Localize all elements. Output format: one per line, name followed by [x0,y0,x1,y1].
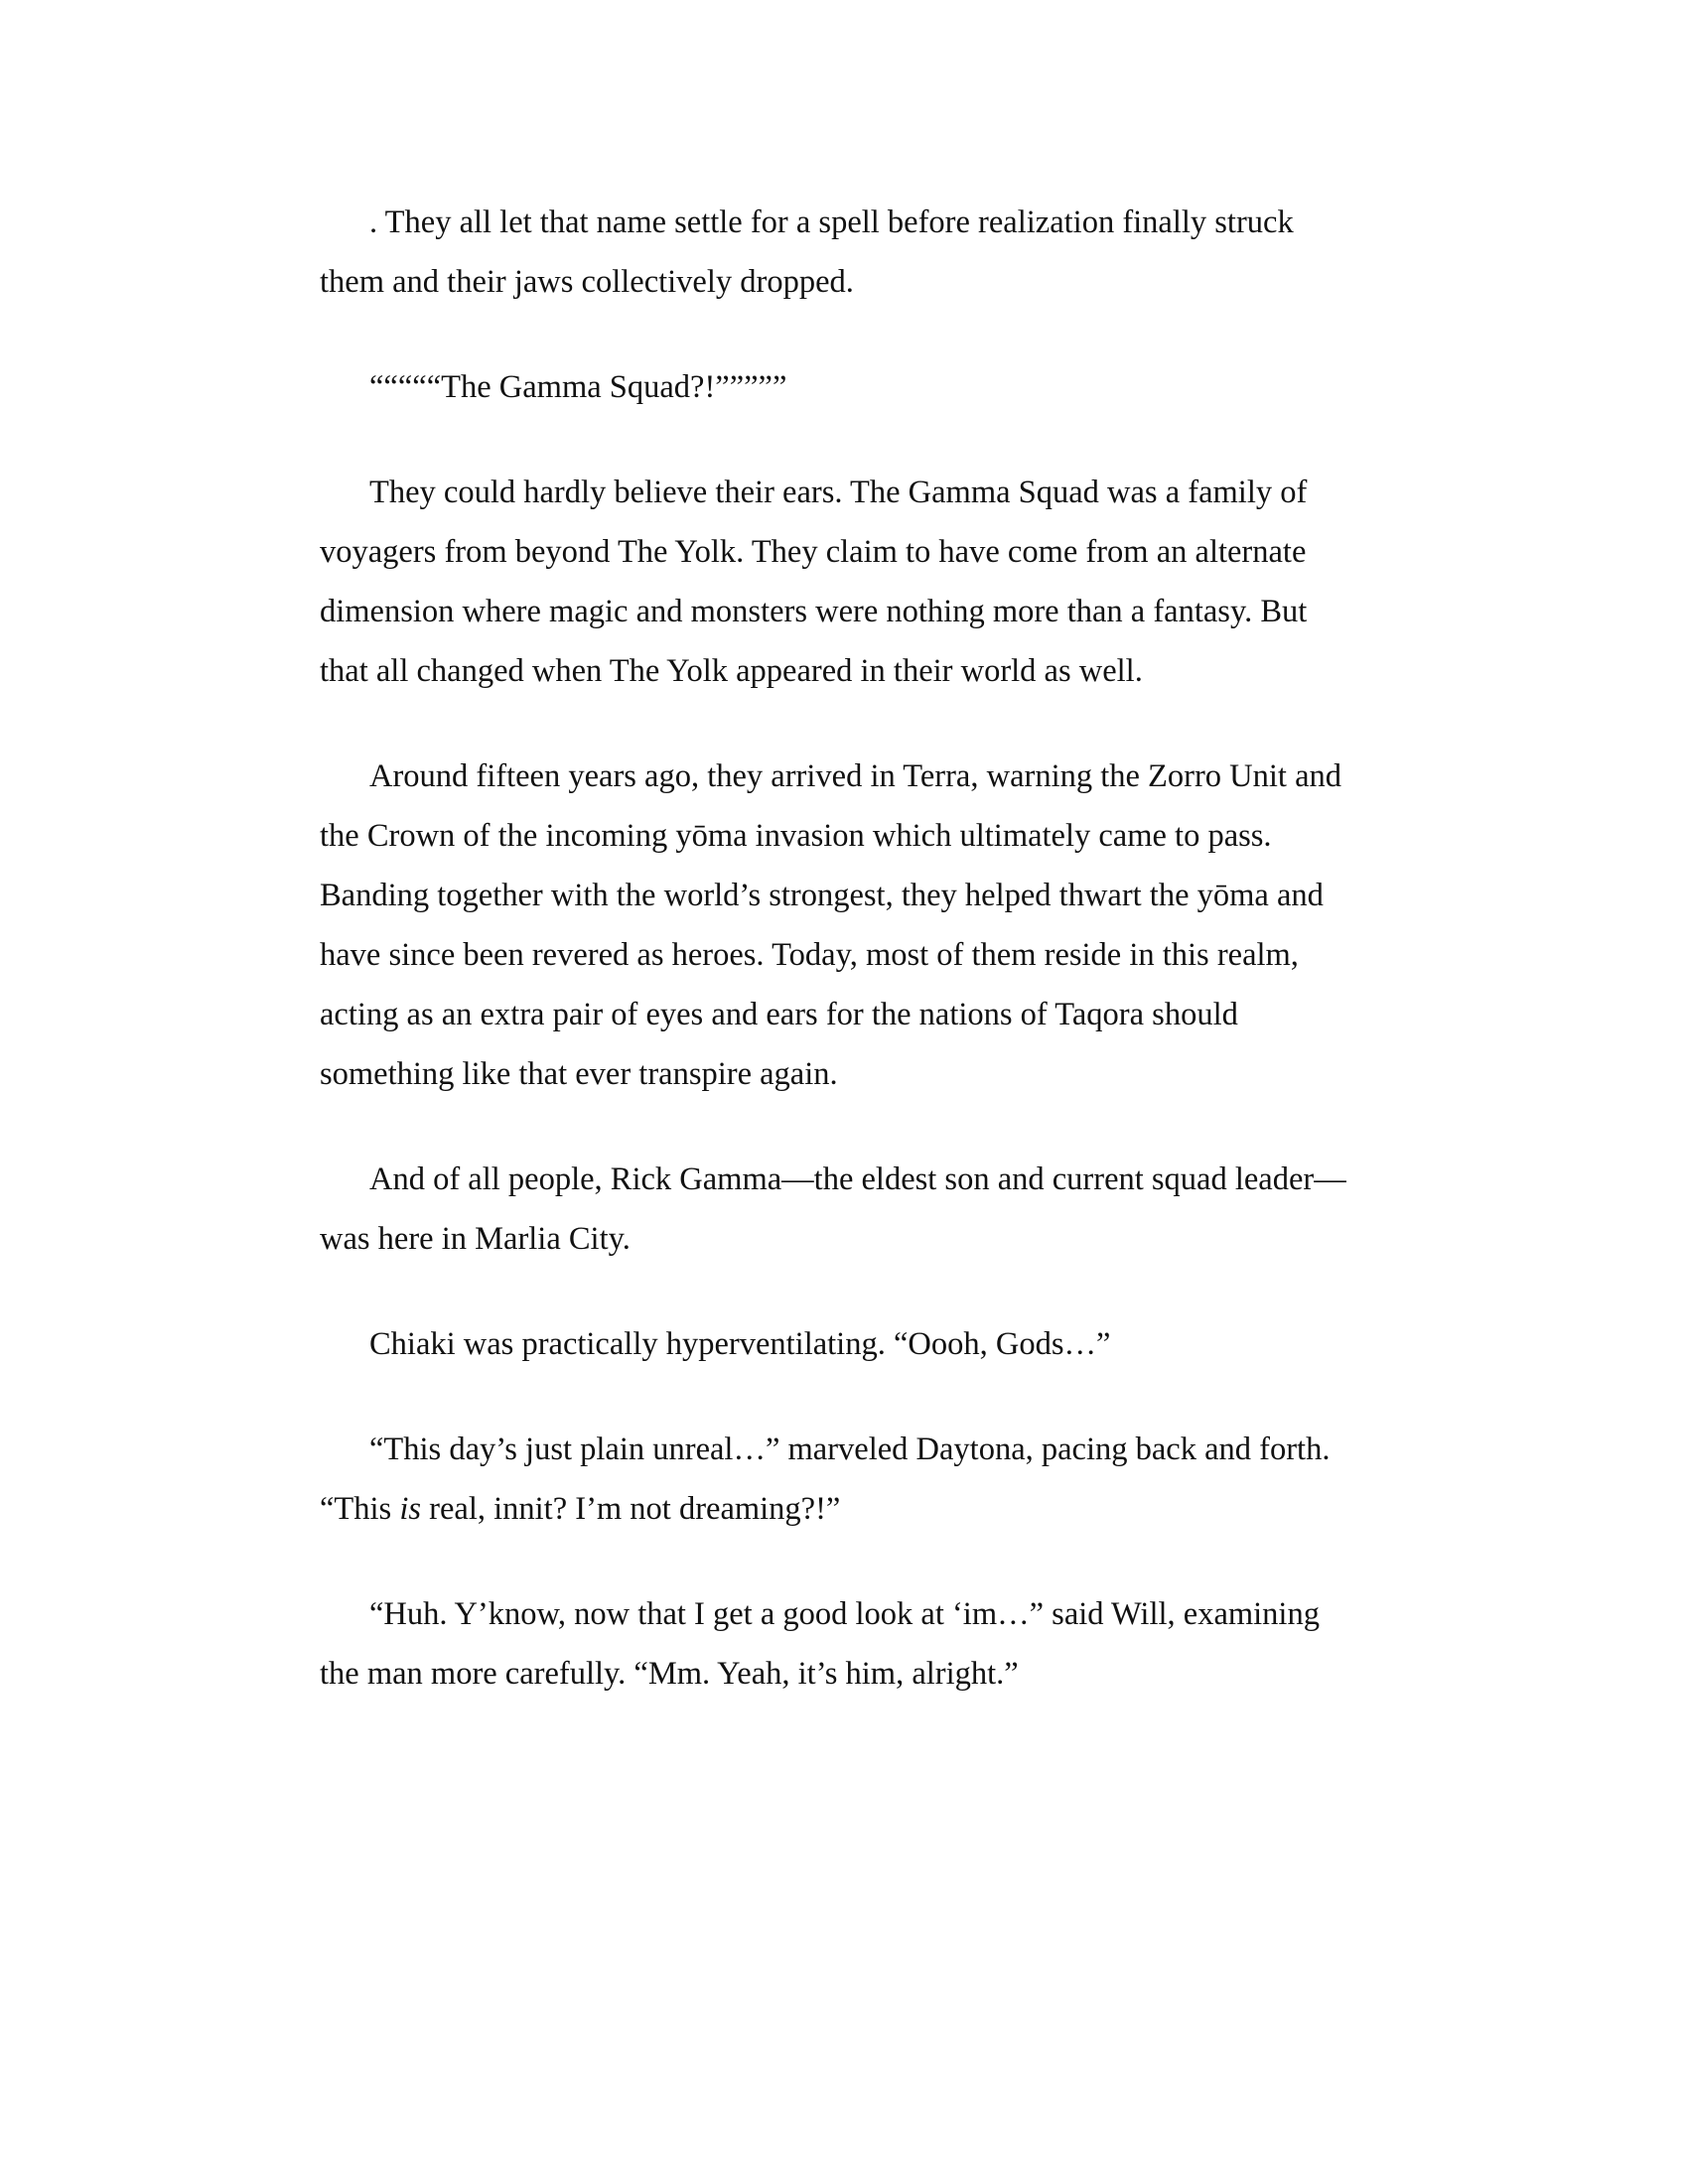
daytona-emphasis: is [399,1491,422,1527]
paragraph-will: “Huh. Y’know, now that I get a good look at ‘im…” said Will, examining the man more carefully. “Mm. Yeah, it’s him, alright.” [320,1596,1320,1692]
body-text [320,193,1352,1704]
paragraph-daytona [320,1420,1352,1539]
daytona-text-after: real, innit? I’m not dreaming?!” [421,1491,841,1527]
paragraph-rick-gamma: And of all people, Rick Gamma—the eldest son and current squad leader—was here in Marlia City. [320,1161,1346,1257]
paragraph-name-realization: . They all let that name settle for a spell before realization finally struck them and their jaws collectively dropped. [320,205,1294,300]
paragraph-chiaki: Chiaki was practically hyperventilating. “Oooh, Gods…” [369,1326,1111,1362]
daytona-text-before: “This day’s just plain unreal…” marveled Daytona, pacing back and forth. “This [320,1432,1331,1527]
paragraph-gamma-squad-history: Around fifteen years ago, they arrived in Terra, warning the Zorro Unit and the Crown of the incoming yōma invasion which ultimately came to pass. Banding together with the world’s strongest, they helped thwart the yōma and have since been revered as heroes. Today, most of them reside in this realm, acting as an extra pair of eyes and ears for the nations of Taqora should something like that ever transpire again. [320,758,1341,1092]
paragraph-gamma-squad-description: They could hardly believe their ears. The Gamma Squad was a family of voyagers from beyond The Yolk. They claim to have come from an alternate dimension where magic and monsters were nothing more than a fantasy. But that all changed when The Yolk appeared in their world as well. [320,475,1308,689]
paragraph-gamma-squad-exclamation: “““““The Gamma Squad?!””””” [369,369,787,405]
